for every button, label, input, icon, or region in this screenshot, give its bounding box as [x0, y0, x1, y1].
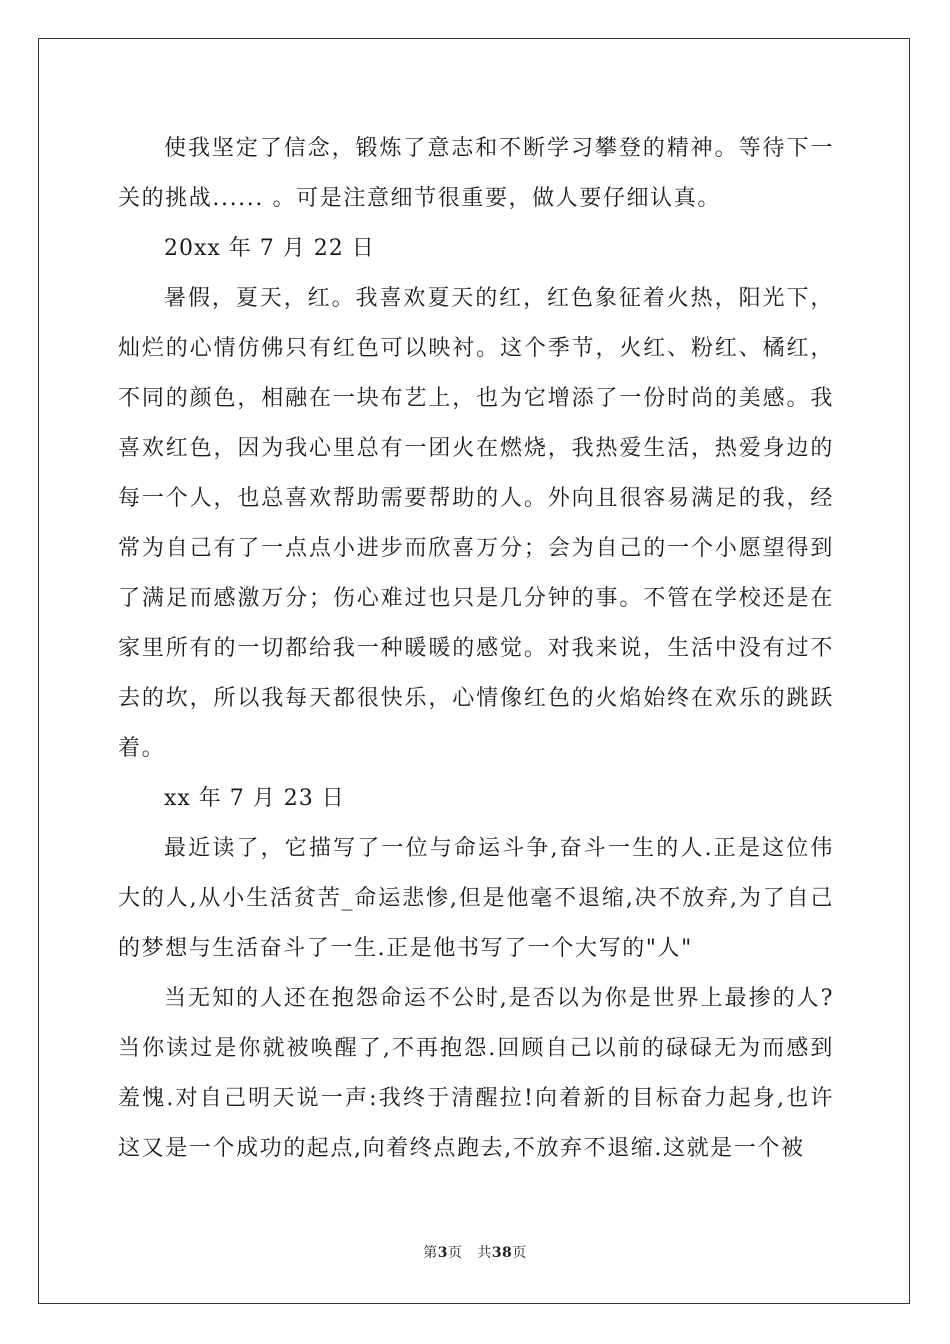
date-heading: 20xx 年 7 月 22 日 [164, 236, 375, 261]
paragraph: 使我坚定了信念，锻炼了意志和不断学习攀登的精神。等待下一关的挑战...... 。可是注意细节很重要，做人要仔细认真。 [118, 136, 834, 211]
page-number: 3 [437, 1245, 448, 1261]
total-suffix: 页 [512, 1245, 527, 1261]
total-pages: 38 [491, 1245, 513, 1261]
paragraph: 暑假，夏天，红。我喜欢夏天的红，红色象征着火热，阳光下，灿烂的心情仿佛只有红色可以映衬。这个季节，火红、粉红、橘红，不同的颜色，相融在一块布艺上，也为它增添了一份时尚的美感。我喜欢红色，因为我心里总有一团火在燃烧，我热爱生活，热爱身边的每一个人，也总喜欢帮助需要帮助的人。外向且很容易满足的我，经常为自己有了一点点小进步而欣喜万分；会为自己的一个小愿望得到了满足而感激万分；伤心难过也只是几分钟的事。不管在学校还是在家里所有的一切都给我一种暖暖的感觉。对我来说，生活中没有过不去的坎，所以我每天都很快乐，心情像红色的火焰始终在欢乐的跳跃着。 [118, 286, 834, 761]
document-body [118, 124, 834, 1174]
total-prefix: 共 [477, 1245, 492, 1261]
page-footer [0, 1242, 950, 1262]
date-heading: xx 年 7 月 23 日 [164, 786, 345, 811]
paragraph: 当无知的人还在抱怨命运不公时,是否以为你是世界上最掺的人?当你读过是你就被唤醒了,不再抱怨.回顾自己以前的碌碌无为而感到羞愧.对自己明天说一声:我终于清醒拉!向着新的目标奋力起身,也许这又是一个成功的起点,向着终点跑去,不放弃不退缩.这就是一个被 [118, 986, 834, 1161]
page-prefix: 第 [423, 1245, 438, 1261]
paragraph: 最近读了，它描写了一位与命运斗争,奋斗一生的人.正是这位伟大的人,从小生活贫苦_命运悲惨,但是他毫不退缩,决不放弃,为了自己的梦想与生活奋斗了一生.正是他书写了一个大写的"人" [118, 836, 834, 961]
page-suffix: 页 [447, 1245, 463, 1261]
